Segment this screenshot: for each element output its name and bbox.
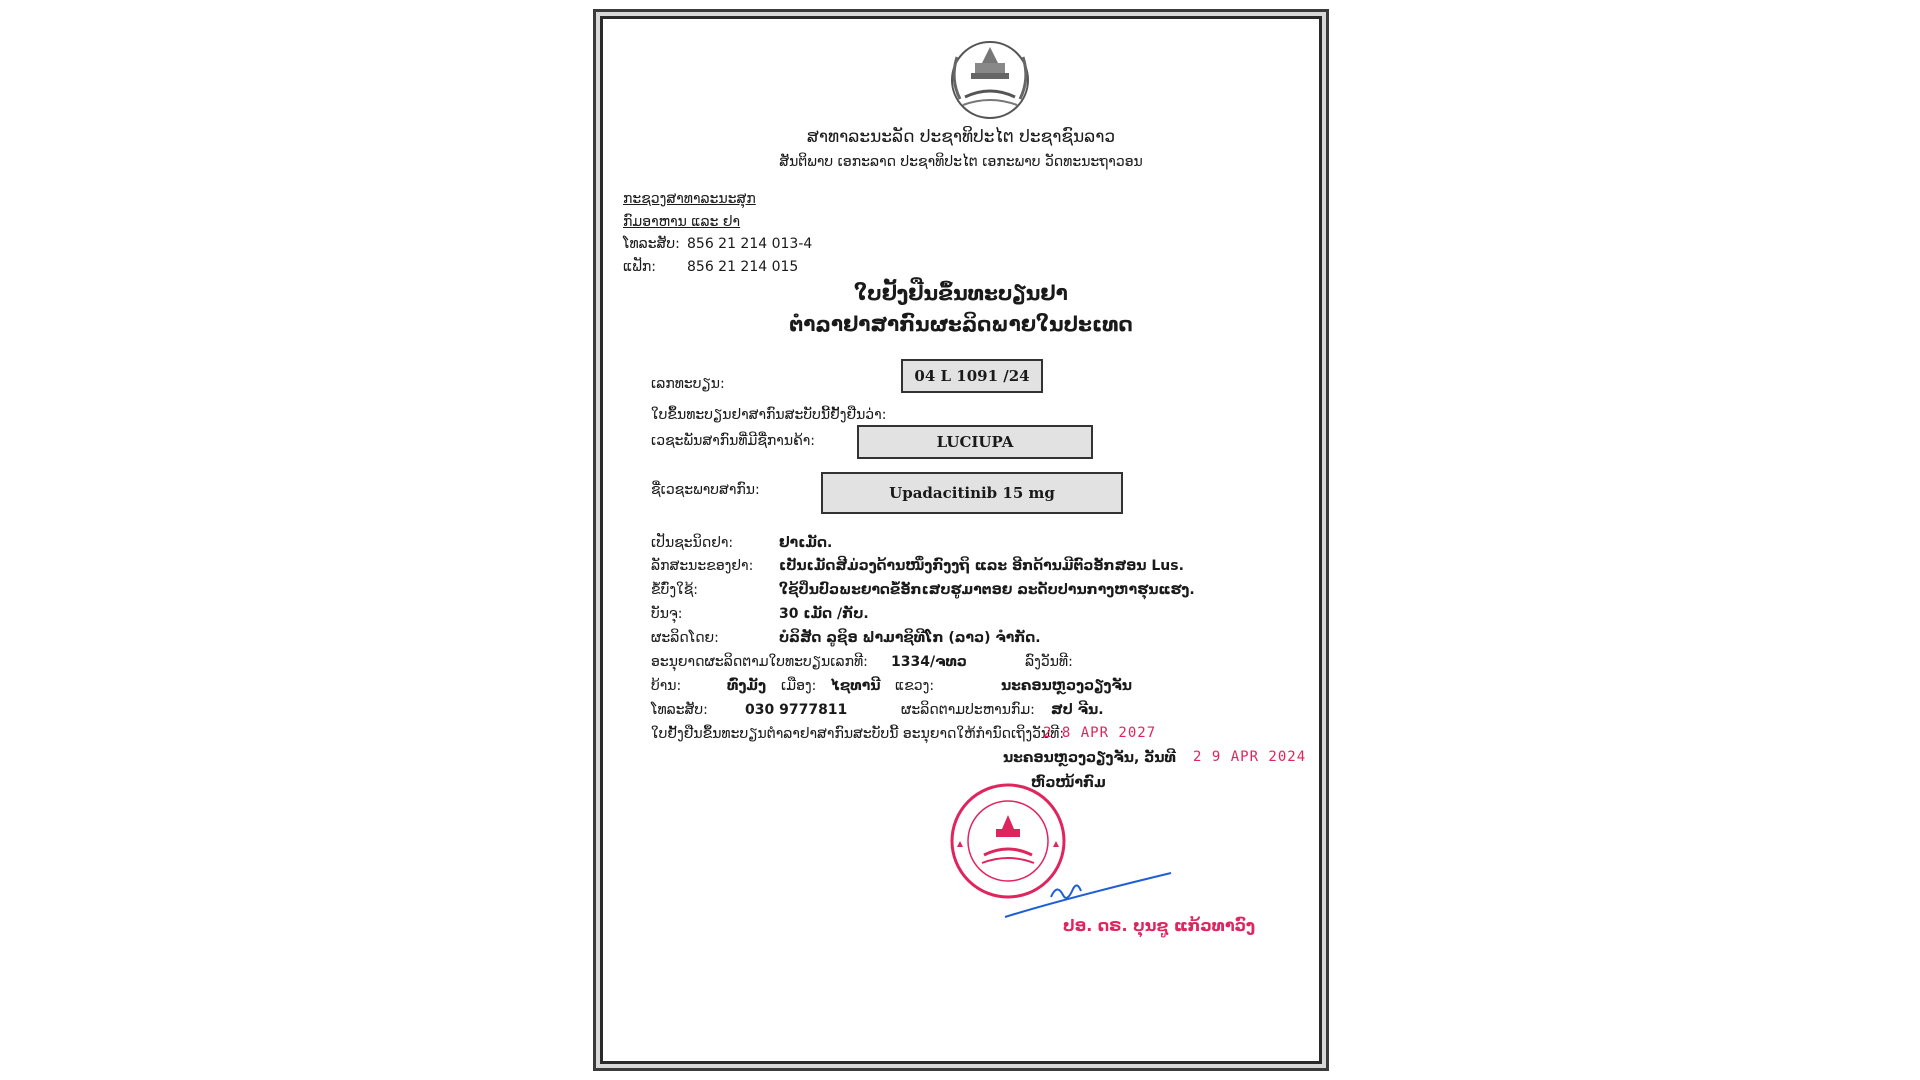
license-date-label: ລົງວັນທີ: xyxy=(1025,654,1073,670)
certificate-title: ໃບຢັ້ງຢືນຂຶ້ນທະບຽນຢາ xyxy=(854,281,1068,305)
inn-label: ຊື່ເວຊະພາບສາກົນ: xyxy=(651,482,760,498)
certificate-page xyxy=(600,16,1322,1064)
issue-place: ນະຄອນຫຼວງວຽງຈັນ, ວັນທີ xyxy=(1003,750,1176,766)
district-label: ເມືອງ: xyxy=(781,678,817,694)
signer-name: ປອ. ດຣ. ບຸນຊູ ແກ້ວທາວົງ xyxy=(1063,916,1256,935)
certify-text: ໃບຂຶ້ນທະບຽນຢາສາກົນສະບັບນີ້ຢັ້ງຢືນວ່າ: xyxy=(651,407,887,423)
department-name: ກົມອາຫານ ແລະ ຢາ xyxy=(623,214,741,230)
license-label: ອະນຸຍາດຜະລິດຕາມໃບທະບຽນເລກທີ: xyxy=(651,654,868,670)
standard-label: ຜະລິດຕາມປະຫານກົມ: xyxy=(901,702,1035,718)
village-label: ບ້ານ: xyxy=(651,678,682,694)
country-motto: ສັນຕິພາບ ເອກະລາດ ປະຊາທິປະໄຕ ເອກະພາບ ວັດທະນະຖາວອນ xyxy=(779,154,1143,170)
detail-value: ຢາເມັດ. xyxy=(779,535,833,551)
village-value: ທົ່ງມັງ xyxy=(727,678,767,694)
detail-label: ຂໍ້ບົ່ງໃຊ້: xyxy=(651,582,699,598)
trade-name-value: LUCIUPA xyxy=(857,425,1093,459)
expiry-date-stamp: 2 8 APR 2027 xyxy=(1043,725,1157,741)
validity-text: ໃບຢັ້ງຢືນຂຶ້ນທະບຽນຕຳລາຢາສາກົນສະບັບນີ້ ອະນຸຍາດໃຫ້ກຳນົດເຖິງວັນທີ: xyxy=(651,726,1065,742)
province-label: ແຂວງ: xyxy=(895,678,935,694)
company-phone: 030 9777811 xyxy=(745,702,848,718)
registration-number: 04 L 1091 /24 xyxy=(901,359,1043,393)
national-emblem-icon xyxy=(935,39,1045,121)
inn-value: Upadacitinib 15 mg xyxy=(821,472,1123,514)
issuer-role: ຫົວໜ້າກົມ xyxy=(1031,775,1106,791)
certificate-subtitle: ຕຳລາຢາສາກົນຜະລິດພາຍໃນປະເທດ xyxy=(789,312,1133,336)
detail-value: 30 ເມັດ /ກັບ. xyxy=(779,606,869,622)
ministry-phone-label: ໂທລະສັບ: xyxy=(623,236,680,252)
registration-label: ເລກທະບຽນ: xyxy=(651,376,725,392)
detail-value: ບໍລິສັດ ລູຊິອ ຟາມາຊິທີໂກ (ລາວ) ຈຳກັດ. xyxy=(779,630,1041,646)
country-name: ສາທາລະນະລັດ ປະຊາທິປະໄຕ ປະຊາຊົນລາວ xyxy=(806,127,1116,147)
issue-date-stamp: 2 9 APR 2024 xyxy=(1193,749,1307,765)
province-value: ນະຄອນຫຼວງວຽງຈັນ xyxy=(1001,678,1133,694)
ministry-phone: 856 21 214 013-4 xyxy=(687,236,813,252)
ministry-name: ກະຊວງສາທາລະນະສຸກ xyxy=(623,191,756,207)
detail-label: ເປັນຊະນິດຢາ: xyxy=(651,535,734,551)
ministry-fax: 856 21 214 015 xyxy=(687,259,799,275)
standard-value: ສປ ຈີນ. xyxy=(1051,702,1104,718)
ministry-fax-label: ແຟັກ: xyxy=(623,259,656,275)
detail-value: ເປັນເມັດສີມ່ວງດ້ານໜຶ່ງກົງງຖິ ແລະ ອີກດ້ານມີຕົວອັກສອນ Lus. xyxy=(779,558,1184,574)
signature-icon xyxy=(1003,859,1173,919)
detail-label: ຜະລິດໂດຍ: xyxy=(651,630,719,646)
trade-name-label: ເວຊະພັນສາກົນທີ່ມີຊື່ການຄ້າ: xyxy=(651,433,815,449)
district-value: ໄຊທານີ xyxy=(831,678,881,694)
detail-value: ໃຊ້ປິ່ນປົວພະຍາດຂໍ້ອັກເສບຮູມາຕອຍ ລະດັບປານກາງຫາຮຸນແຮງ. xyxy=(779,582,1195,598)
company-phone-label: ໂທລະສັບ: xyxy=(651,702,708,718)
license-number: 1334/ຈທວ xyxy=(891,654,967,670)
detail-label: ບັນຈຸ: xyxy=(651,606,683,622)
detail-label: ລັກສະນະຂອງຢາ: xyxy=(651,558,754,574)
